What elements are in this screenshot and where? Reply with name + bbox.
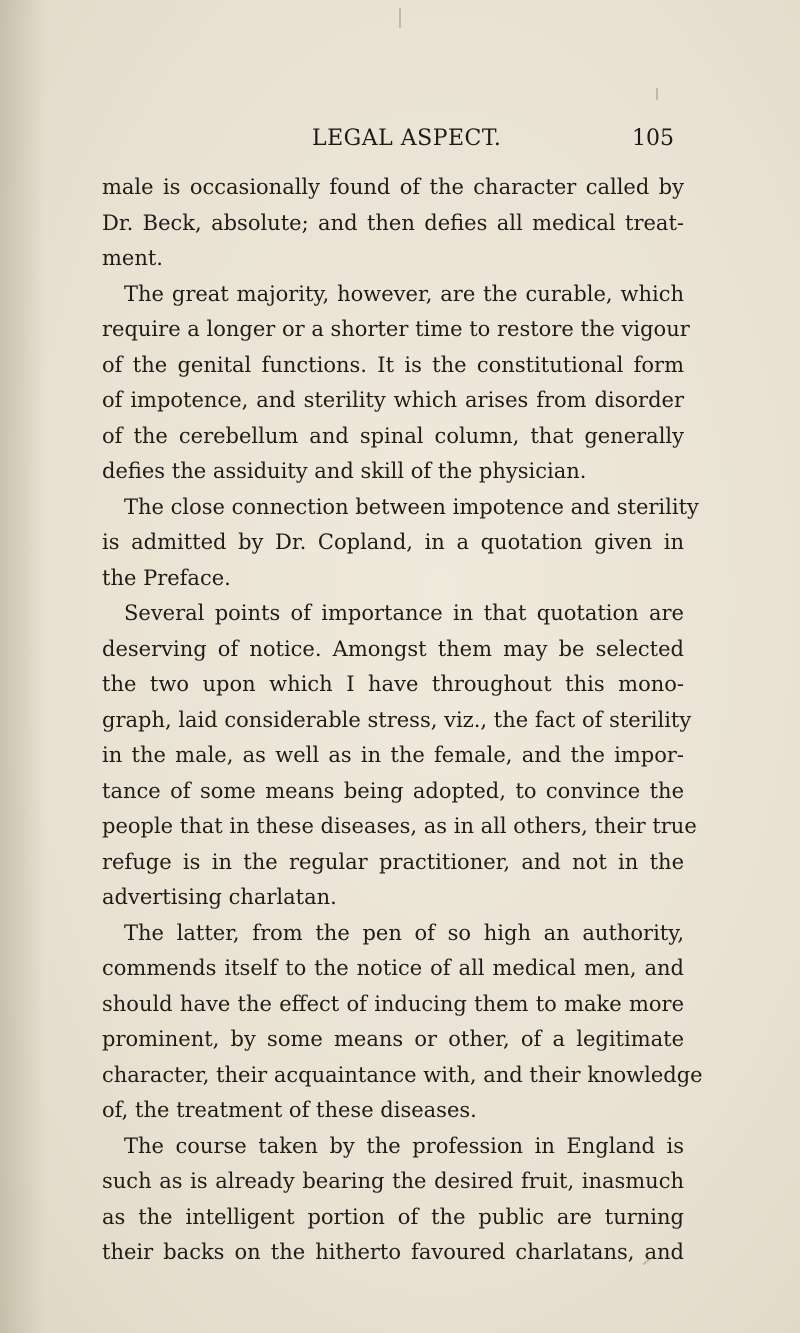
text-line: defies the assiduity and skill of the physician. <box>102 459 587 483</box>
text-line: ment. <box>102 246 163 270</box>
text-line: the Preface. <box>102 565 231 590</box>
text-line: is admitted by Dr. Copland, in a quotation given in <box>102 530 684 554</box>
text-line: people that in these diseases, as in all others, their true <box>102 814 697 838</box>
text-line: prominent, by some means or other, of a legitimate <box>102 1027 684 1051</box>
text-line: advertising charlatan. <box>102 885 337 909</box>
text-line: character, their acquaintance with, and their knowledge <box>102 1062 703 1087</box>
text-line: The course taken by the profession in England is <box>124 1133 684 1158</box>
text-line: Dr. Beck, absolute; and then defies all medical treat- <box>102 210 684 235</box>
paper-speck <box>656 88 658 100</box>
text-line: should have the effect of inducing them to make more <box>102 991 684 1016</box>
text-line: of the cerebellum and spinal column, that generally <box>102 423 684 448</box>
text-line: tance of some means being adopted, to convince the <box>102 778 684 803</box>
text-line: graph, laid considerable stress, viz., the fact of sterility <box>102 707 692 732</box>
body-text <box>102 170 703 1271</box>
running-head <box>0 126 800 166</box>
text-line: in the male, as well as in the female, and the impor- <box>102 743 684 767</box>
text-line: The latter, from the pen of so high an authority, <box>124 920 684 945</box>
text-line: as the intelligent portion of the public are turning <box>102 1204 684 1229</box>
running-head-title: LEGAL ASPECT. <box>312 126 502 151</box>
text-line: of impotence, and sterility which arises from disorder <box>102 388 684 412</box>
text-line: commends itself to the notice of all medical men, and <box>102 956 684 980</box>
text-line: The close connection between impotence and sterility <box>124 494 699 519</box>
text-line: of, the treatment of these diseases. <box>102 1098 477 1122</box>
text-line: The great majority, however, are the curable, which <box>124 281 684 306</box>
text-line: Several points of importance in that quotation are <box>124 601 684 625</box>
text-line: of the genital functions. It is the constitutional form <box>102 352 684 377</box>
text-line: require a longer or a shorter time to restore the vigour <box>102 317 690 341</box>
text-line: the two upon which I have throughout this mono- <box>102 672 684 696</box>
page-edge-shadow <box>0 0 46 1333</box>
page-number: 105 <box>632 126 674 151</box>
text-line: their backs on the hitherto favoured charlatans, and <box>102 1240 684 1264</box>
paper-speck <box>399 8 401 28</box>
text-line: refuge is in the regular practitioner, and not in the <box>102 849 684 874</box>
text-line: deserving of notice. Amongst them may be selected <box>102 636 684 661</box>
text-line: male is occasionally found of the character called by <box>102 175 684 199</box>
text-line: such as is already bearing the desired fruit, inasmuch <box>102 1169 684 1193</box>
